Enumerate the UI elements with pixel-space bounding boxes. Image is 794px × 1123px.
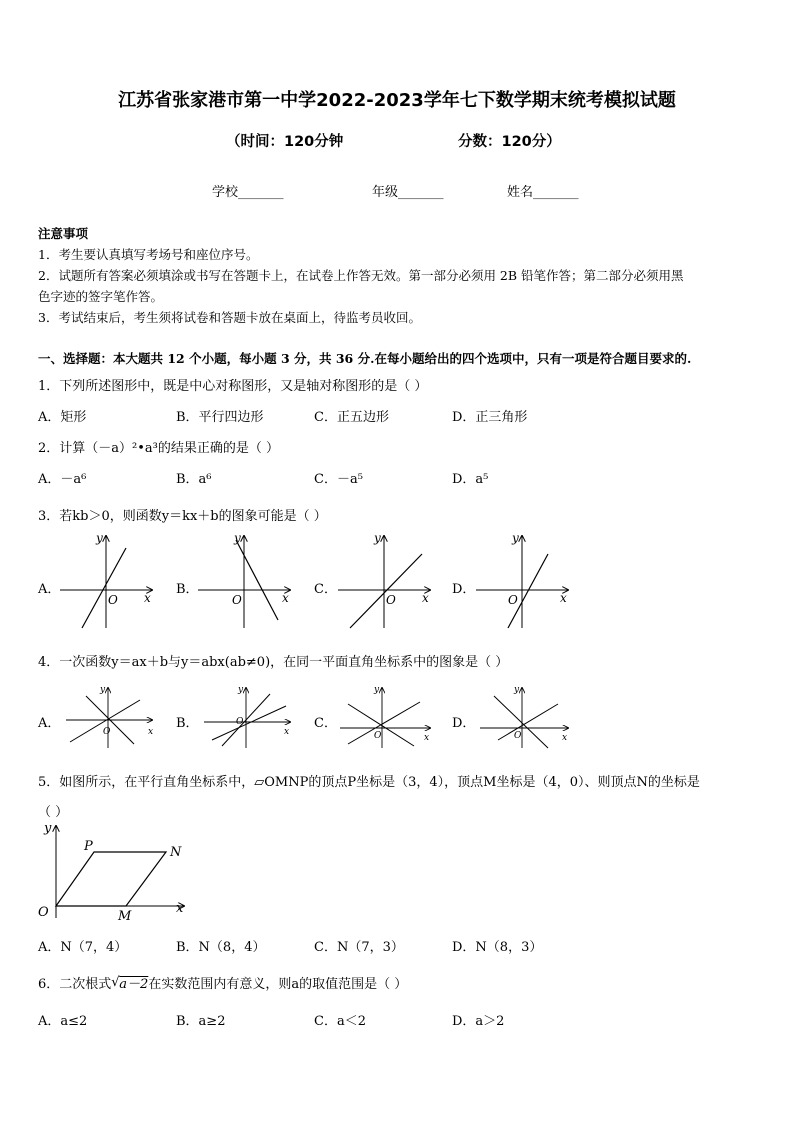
q3-graph-b (198, 531, 290, 628)
svg-text:O: O (236, 717, 244, 727)
q3-option-d: D． (452, 582, 476, 597)
q5-option-a: A．N（7，4） (38, 940, 128, 955)
origin-label: O (108, 593, 118, 607)
q2-option-a: A．－a⁶ (38, 472, 87, 487)
q6-option-a: A．a≤2 (38, 1014, 88, 1029)
q1-option-a: A．矩形 (38, 410, 87, 425)
q4-option-b: B． (176, 716, 199, 731)
origin-label: O (386, 593, 396, 607)
q4-option-d: D． (452, 716, 476, 731)
q6-option-b: B．a≥2 (176, 1014, 226, 1029)
q1-option-b: B．平行四边形 (176, 410, 264, 425)
x-axis-label: x (422, 591, 429, 605)
question-6-stem (38, 973, 407, 992)
q4-graph-b (204, 685, 290, 748)
q5-figure (30, 818, 200, 928)
name-field: 姓名_______ (507, 185, 579, 200)
q6-radical: √ a－2 (111, 975, 149, 992)
x-axis-label: x (560, 591, 567, 605)
y-axis-label: y (44, 821, 52, 836)
q5-option-b: B．N（8，4） (176, 940, 266, 955)
notice-item: 2．试题所有答案必须填涂或书写在答题卡上，在试卷上作答无效。第一部分必须用 2B 铅笔作答；第二部分必须用黑 (38, 268, 684, 283)
y-axis-label: y (374, 531, 381, 545)
q3-option-c: C． (314, 582, 337, 597)
q4-option-a: A． (38, 716, 61, 731)
svg-text:O: O (514, 731, 522, 741)
q6-stem-pre: 6．二次根式 (38, 977, 112, 992)
school-field: 学校_______ (212, 185, 284, 200)
svg-text:O: O (103, 727, 111, 737)
q4-graph-c (340, 685, 430, 748)
q2-option-d: D．a⁵ (452, 472, 489, 487)
svg-text:x: x (284, 727, 290, 737)
point-m-label: M (118, 909, 132, 924)
q6-radicand: a－2 (119, 977, 149, 992)
svg-text:O: O (374, 731, 382, 741)
q3-graph-c (338, 531, 430, 628)
notice-heading: 注意事项 (38, 226, 89, 241)
q3-option-b: B． (176, 582, 199, 597)
q6-option-d: D．a＞2 (452, 1014, 505, 1029)
exam-title: 江苏省张家港市第一中学2022-2023学年七下数学期末统考模拟试题 (118, 90, 676, 111)
grade-field: 年级_______ (372, 185, 444, 200)
total-score: 分数：120分） (458, 134, 561, 150)
point-p-label: P (84, 839, 93, 854)
q3-graph-a (60, 531, 152, 628)
question-5-stem: 5．如图所示，在平行直角坐标系中，▱OMNP的顶点P坐标是（3，4），顶点M坐标是（4，0）、则顶点N的坐标是 (38, 775, 700, 790)
q4-graph-d (480, 685, 568, 748)
x-axis-label: x (144, 591, 151, 605)
svg-text:y: y (238, 685, 244, 695)
question-3-stem: 3．若kb＞0，则函数y＝kx＋b的图象可能是（ ） (38, 509, 327, 524)
q3-option-a: A． (38, 582, 61, 597)
svg-text:y: y (374, 685, 380, 695)
origin-label: O (232, 593, 242, 607)
point-n-label: N (170, 845, 182, 860)
origin-label: O (38, 905, 49, 920)
notice-item: 1．考生要认真填写考场号和座位序号。 (38, 247, 259, 262)
question-1-stem: 1．下列所述图形中，既是中心对称图形，又是轴对称图形的是（ ） (38, 379, 428, 394)
q6-stem-post: 在实数范围内有意义，则a的取值范围是（ ） (148, 977, 408, 992)
origin-label: O (508, 593, 518, 607)
q5-option-d: D．N（8，3） (452, 940, 543, 955)
svg-text:y: y (100, 685, 106, 695)
q6-option-c: C．a＜2 (314, 1014, 366, 1029)
time-limit: （时间：120分钟 (226, 134, 344, 150)
x-axis-label: x (282, 591, 289, 605)
q2-option-b: B．a⁶ (176, 472, 212, 487)
notice-item: 色字迹的签字笔作答。 (38, 289, 164, 304)
question-4-stem: 4．一次函数y＝ax＋b与y＝abx(ab≠0)，在同一平面直角坐标系中的图象是（ ） (38, 655, 509, 670)
svg-text:y: y (514, 685, 520, 695)
x-axis-label: x (176, 901, 184, 916)
q1-option-c: C．正五边形 (314, 410, 389, 425)
q2-option-c: C．－a⁵ (314, 472, 363, 487)
y-axis-label: y (234, 531, 241, 545)
svg-text:x: x (424, 733, 430, 743)
svg-text:x: x (148, 727, 154, 737)
q1-option-d: D．正三角形 (452, 410, 528, 425)
q3-graph-d (476, 531, 568, 628)
svg-text:x: x (562, 733, 568, 743)
question-2-stem: 2．计算（－a）²•a³的结果正确的是（ ） (38, 441, 279, 456)
parallelogram-omnp (56, 852, 166, 906)
section-heading: 一、选择题：本大题共 12 个小题，每小题 3 分，共 36 分.在每小题给出的四个选项中，只有一项是符合题目要求的. (38, 351, 692, 366)
y-axis-label: y (96, 531, 103, 545)
q5-option-c: C．N（7，3） (314, 940, 404, 955)
question-5-stem-cont: （ ） (38, 805, 69, 820)
q4-graph-a (66, 685, 153, 748)
q4-graphs (0, 682, 794, 752)
q4-option-c: C． (314, 716, 337, 731)
q3-graphs (0, 528, 794, 638)
y-axis-label: y (512, 531, 519, 545)
notice-item: 3．考试结束后，考生须将试卷和答题卡放在桌面上，待监考员收回。 (38, 310, 421, 325)
